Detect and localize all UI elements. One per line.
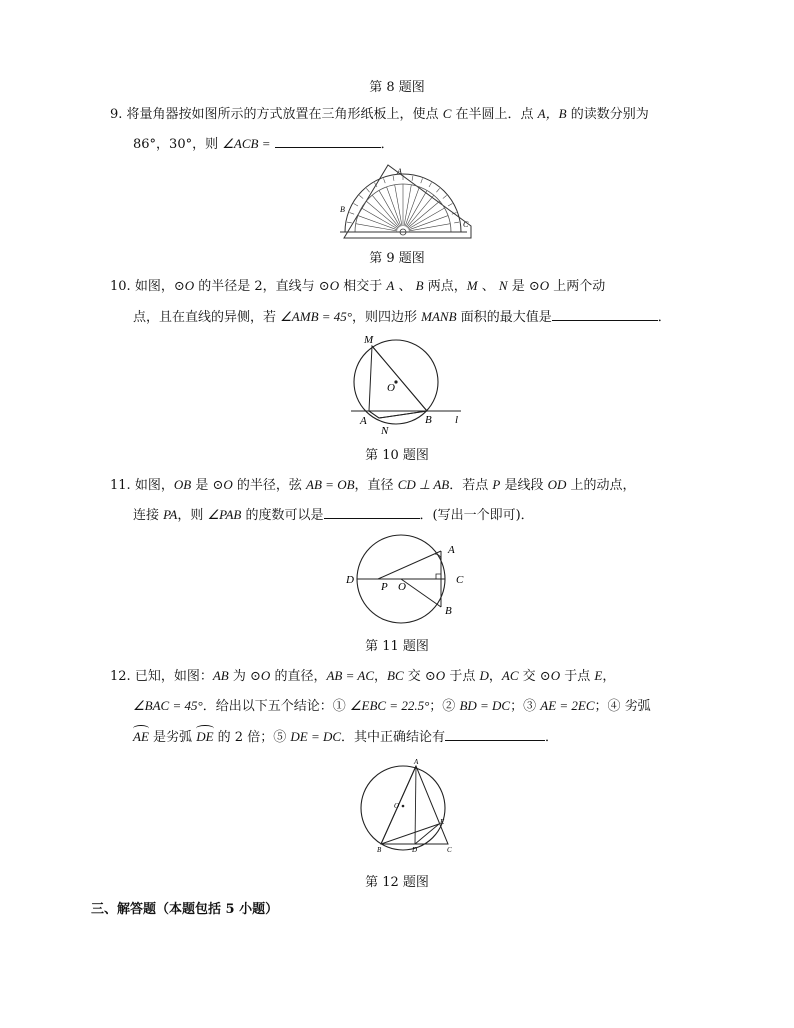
figure-q11-circle [342, 530, 472, 628]
fig12-label-B: B [377, 846, 382, 854]
fig10-label-N: N [381, 425, 389, 437]
protractor-tick [412, 176, 413, 181]
q11-line2: 连接 PA，则 ∠PAB 的度数可以是 ．(写出一个即可)． [133, 507, 534, 523]
protractor-tick [354, 204, 358, 207]
caption-q8: 第 8 题图 [369, 80, 425, 95]
q11-line1: 11. 如图，OB 是 ⊙O 的半径，弦 AB = OB，直径 CD ⊥ AB．若点 P 是线段 OD 上的动点， [110, 477, 636, 493]
protractor-tick [393, 176, 394, 181]
fig12-label-O: O [394, 802, 400, 810]
q9-number: 9. [110, 107, 123, 122]
q9-answer-blank[interactable] [275, 135, 381, 148]
q10-answer-blank[interactable] [552, 308, 658, 321]
fig10-label-A: A [360, 415, 367, 427]
fig10-label-B: B [425, 414, 432, 426]
fig10-label-l: l [455, 414, 459, 426]
protractor-ray [366, 201, 398, 228]
protractor-tick [359, 195, 363, 198]
q11-number: 11. [110, 478, 131, 493]
q9-line1: 9. 将量角器按如图所示的方式放置在三角形纸板上，使点 C 在半圆上．点 A，B 的读数分别为 [110, 106, 649, 122]
protractor-tick [443, 195, 447, 198]
q11-answer-blank[interactable] [324, 506, 420, 519]
fig9-label-B: B [340, 205, 345, 214]
q12-line1: 12. 已知，如图：AB 为 ⊙O 的直径，AB = AC，BC 交 ⊙O 于点 D，AC 交 ⊙O 于点 E， [110, 668, 616, 684]
caption-q9: 第 9 题图 [369, 251, 425, 266]
fig11-label-C: C [456, 574, 464, 586]
protractor-tick [347, 222, 352, 223]
q10-number: 10. [110, 279, 131, 294]
fig11-label-B: B [445, 605, 452, 617]
fig11-label-A: A [448, 544, 455, 556]
protractor-ray [372, 195, 399, 227]
fig9-label-A: A [397, 167, 402, 176]
protractor-tick [349, 213, 354, 215]
caption-q10: 第 10 题图 [365, 448, 429, 463]
caption-q12: 第 12 题图 [365, 875, 429, 890]
section-heading-answers: 三、解答题（本题包括 5 小题） [91, 902, 279, 917]
fig11-label-P: P [381, 581, 388, 593]
caption-q11: 第 11 题图 [365, 639, 429, 654]
fig11-label-D: D [346, 574, 354, 586]
figure-q10-circle [347, 330, 467, 438]
q9-line2: 86°，30°，则 ∠ACB = ． [133, 136, 394, 152]
fig11-label-O: O [398, 581, 406, 593]
fig10-label-M: M [364, 334, 374, 346]
protractor-tick [436, 188, 439, 192]
arc-AE-mark [133, 725, 149, 732]
figure-q12-circle [360, 756, 460, 856]
fig10-label-O: O [387, 382, 395, 394]
fig12-label-A: A [414, 758, 419, 766]
fig12-label-E: E [440, 818, 445, 826]
arc-DE-mark [196, 725, 213, 732]
fig9-label-C: C [463, 220, 469, 229]
protractor-tick [384, 178, 386, 183]
protractor-tick [454, 222, 459, 223]
protractor-tick [429, 183, 432, 187]
fig12-label-D: D [412, 846, 418, 854]
q12-line3: AE 是劣弧 DE 的 2 倍；⑤ DE = DC．其中正确结论有 ． [133, 726, 558, 745]
protractor-ray [408, 201, 440, 228]
figure-q9-protractor [340, 160, 475, 242]
protractor-tick [366, 188, 369, 192]
fig12-label-C: C [447, 846, 452, 854]
arc-DE: DE [196, 729, 213, 745]
arc-AE: AE [133, 729, 149, 745]
q12-number: 12. [110, 669, 131, 684]
q12-answer-blank[interactable] [445, 728, 545, 741]
protractor-tick [421, 178, 423, 183]
q12-line2: ∠BAC = 45°．给出以下五个结论：① ∠EBC = 22.5°；② BD = DC；③ AE = 2EC；④ 劣弧 [133, 698, 651, 714]
q10-line1: 10. 如图，⊙O 的半径是 2，直线与 ⊙O 相交于 A 、 B 两点，M 、 N 是 ⊙O 上两个动 [110, 278, 606, 294]
protractor-tick [448, 204, 452, 207]
protractor-ray [407, 195, 434, 227]
q10-line2: 点，且在直线的异侧，若 ∠AMB = 45°，则四边形 MANB 面积的最大值是 ． [133, 309, 671, 325]
